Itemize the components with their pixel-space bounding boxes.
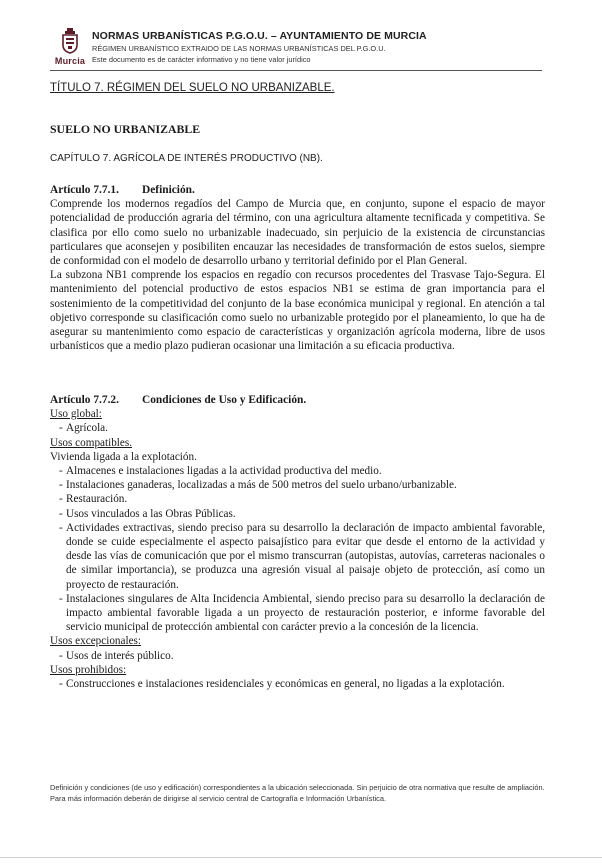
list-item: - Construcciones e instalaciones residenciales y económicas en general, no ligadas a la explotación. (59, 678, 505, 691)
list-item: - Almacenes e instalaciones ligadas a la actividad productiva del medio. (59, 465, 382, 478)
section-heading: SUELO NO URBANIZABLE (50, 122, 201, 136)
list-item: - Instalaciones singulares de Alta Incidencia Ambiental, siendo preciso para su desarrollo la declaración de impacto ambiental favorable ligada a un proyecto de restauración posterior, e informe favorable del servicio municipal de protección ambiental con carácter previo a la concesión de la licencia. (59, 592, 545, 634)
article-title: Condiciones de Uso y Edificación. (142, 394, 307, 406)
list-item: - Restauración. (59, 493, 128, 506)
list-item: - Usos de interés público. (59, 649, 174, 662)
page-header (50, 26, 542, 70)
page-footer: Definición y condiciones (de uso y edificación) correspondientes a la ubicación seleccionada. Sin perjuicio de otra normativa que resulte de ampliación. Para más información deberán de dirigirse al servicio central de Cartografía e Información Urbanística. (50, 783, 545, 803)
chapter-heading: CAPÍTULO 7. AGRÍCOLA DE INTERÉS PRODUCTIVO (NB). (50, 153, 323, 164)
article-title: Definición. (142, 184, 195, 196)
article-paragraph: Comprende los modernos regadíos del Campo de Murcia que, en conjunto, supone el espacio de mayor potencialidad de producción agraria del término, con una agricultura altamente tecnificada y competitiva. Se clasifica por ello como suelo no urbanizable inadecuado, sin perjuicio de la existencia de circunstancias particulares que aconsejen y posibiliten encauzar las necesidades de transformación de estos suelos, siempre de conformidad con el modelo de desarrollo urbano y territorial definido por el Plan General. (50, 198, 545, 268)
usos-excepcionales-label: Usos excepcionales: (50, 635, 142, 648)
header-subtitle: RÉGIMEN URBANÍSTICO EXTRAIDO DE LAS NORMAS URBANÍSTICAS DEL P.G.O.U. (92, 44, 386, 53)
usos-prohibidos-label: Usos prohibidos: (50, 663, 127, 676)
article-7-7-1 (50, 183, 545, 353)
bottom-rule (0, 857, 602, 858)
list-item: - Instalaciones ganaderas, localizadas a más de 500 metros del suelo urbano/urbanizable. (59, 479, 457, 492)
list-item: - Usos vinculados a las Obras Públicas. (59, 507, 236, 520)
list-item: - Actividades extractivas, siendo preciso para su desarrollo la declaración de impacto ambiental favorable, donde se cuide especialmente el aspecto paisajístico para evitar que desde el entorno de la actividad y desde las vías de comunicación que por el mismo transcurran (autopistas, autovías, carreteras nacionales o de similar importancia), se produzca una agresión visual al paisaje objeto de protección, así como un proyecto de restauración. (59, 521, 545, 591)
murcia-logo (50, 28, 90, 68)
article-paragraph: La subzona NB1 comprende los espacios en regadío con recursos procedentes del Trasvase Tajo-Segura. El mantenimiento del potencial productivo de estos espacios NB1 se estima de gran importancia para el sostenimiento de la competitividad del conjunto de la base económica municipal y regional. En atención a tal objetivo corresponde su clasificación como suelo no urbanizable protegido por el planeamiento, lo que ha de asegurar su mantenimiento como espacio de características y organización agrícola moderna, libre de usos urbanísticos que a medio plazo pudieran ocasionar una limitación a su eficacia productiva. (50, 269, 545, 353)
article-number: Artículo 7.7.1. (50, 184, 119, 196)
header-note: Este documento es de carácter informativo y no tiene valor jurídico (92, 55, 311, 64)
header-title: NORMAS URBANÍSTICAS P.G.O.U. – AYUNTAMIENTO DE MURCIA (92, 30, 427, 42)
article-heading (50, 393, 545, 407)
uso-global-label: Uso global: (50, 408, 102, 421)
crest-icon (60, 28, 80, 54)
title-heading: TÍTULO 7. RÉGIMEN DEL SUELO NO URBANIZABLE. (50, 82, 335, 94)
usos-compatibles-label: Usos compatibles. (50, 436, 133, 449)
article-heading (50, 183, 545, 197)
list-item: - Agrícola. (59, 422, 108, 435)
vivienda-line: Vivienda ligada a la explotación. (50, 450, 197, 463)
article-7-7-2 (50, 393, 545, 691)
header-rule (50, 70, 542, 71)
article-number: Artículo 7.7.2. (50, 394, 119, 406)
logo-wordmark: Murcia (54, 56, 86, 66)
